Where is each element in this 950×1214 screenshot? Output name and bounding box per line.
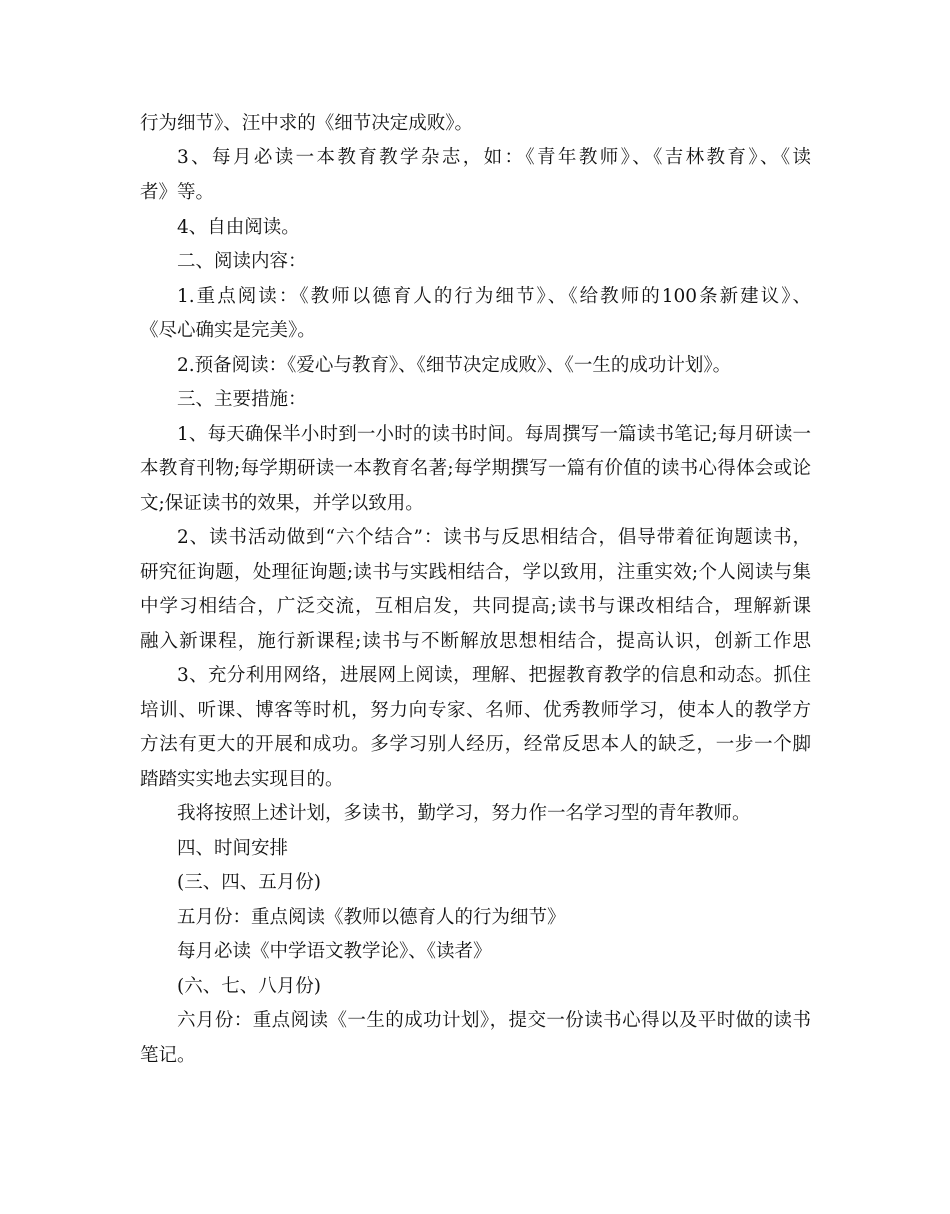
text-line: 《尽心确实是完美》。 <box>140 320 316 341</box>
text-line: 踏踏实实地去实现目的。 <box>140 769 344 790</box>
text-line: 二、阅读内容： <box>177 251 307 272</box>
text-line: 我将按照上述计划，多读书，勤学习，努力作一名学习型的青年教师。 <box>177 803 751 824</box>
text-line: 3、充分利用网络，进展网上阅读，理解、把握教育教学的信息和动态。抓住 <box>177 665 811 686</box>
text-line: 1.重点阅读：《教师以德育人的行为细节》、《给教师的100条新建议》、 <box>177 286 811 307</box>
text-line: 1、每天确保半小时到一小时的读书时间。每周撰写一篇读书笔记;每月研读一 <box>177 424 811 445</box>
text-line: 本教育刊物;每学期研读一本教育名著;每学期撰写一篇有价值的读书心得体会或论 <box>140 458 811 479</box>
text-line: 2、读书活动做到“六个结合”：读书与反思相结合，倡导带着征询题读书， <box>177 527 811 548</box>
text-line: 研究征询题，处理征询题;读书与实践相结合，学以致用，注重实效;个人阅读与集 <box>140 562 811 583</box>
text-line: 文;保证读书的效果，并学以致用。 <box>140 493 424 514</box>
text-line: 四、时间安排 <box>177 838 289 859</box>
text-line: (六、七、八月份) <box>177 976 321 997</box>
text-line: 融入新课程，施行新课程;读书与不断解放思想相结合，提高认识，创新工作思 <box>140 631 811 652</box>
text-line: (三、四、五月份) <box>177 872 321 893</box>
text-line: 行为细节》、汪中求的《细节决定成败》。 <box>140 113 474 134</box>
text-line: 六月份：重点阅读《一生的成功计划》，提交一份读书心得以及平时做的读书 <box>177 1010 811 1031</box>
text-line: 培训、听课、博客等时机，努力向专家、名师、优秀教师学习，使本人的教学方 <box>140 700 811 721</box>
text-line: 每月必读《中学语文教学论》、《读者》 <box>177 941 492 962</box>
text-line: 中学习相结合，广泛交流，互相启发，共同提高;读书与课改相结合，理解新课 <box>140 596 811 617</box>
text-line: 方法有更大的开展和成功。多学习别人经历，经常反思本人的缺乏，一步一个脚 <box>140 734 811 755</box>
text-line: 者》等。 <box>140 182 215 203</box>
text-line: 3、每月必读一本教育教学杂志，如：《青年教师》、《吉林教育》、《读 <box>177 147 811 168</box>
text-line: 三、主要措施： <box>177 389 307 410</box>
text-line: 笔记。 <box>140 1045 196 1066</box>
text-line: 2.预备阅读：《爱心与教育》、《细节决定成败》、《一生的成功计划》。 <box>177 355 732 376</box>
text-line: 五月份：重点阅读《教师以德育人的行为细节》 <box>177 907 566 928</box>
text-line: 4、自由阅读。 <box>177 217 300 238</box>
